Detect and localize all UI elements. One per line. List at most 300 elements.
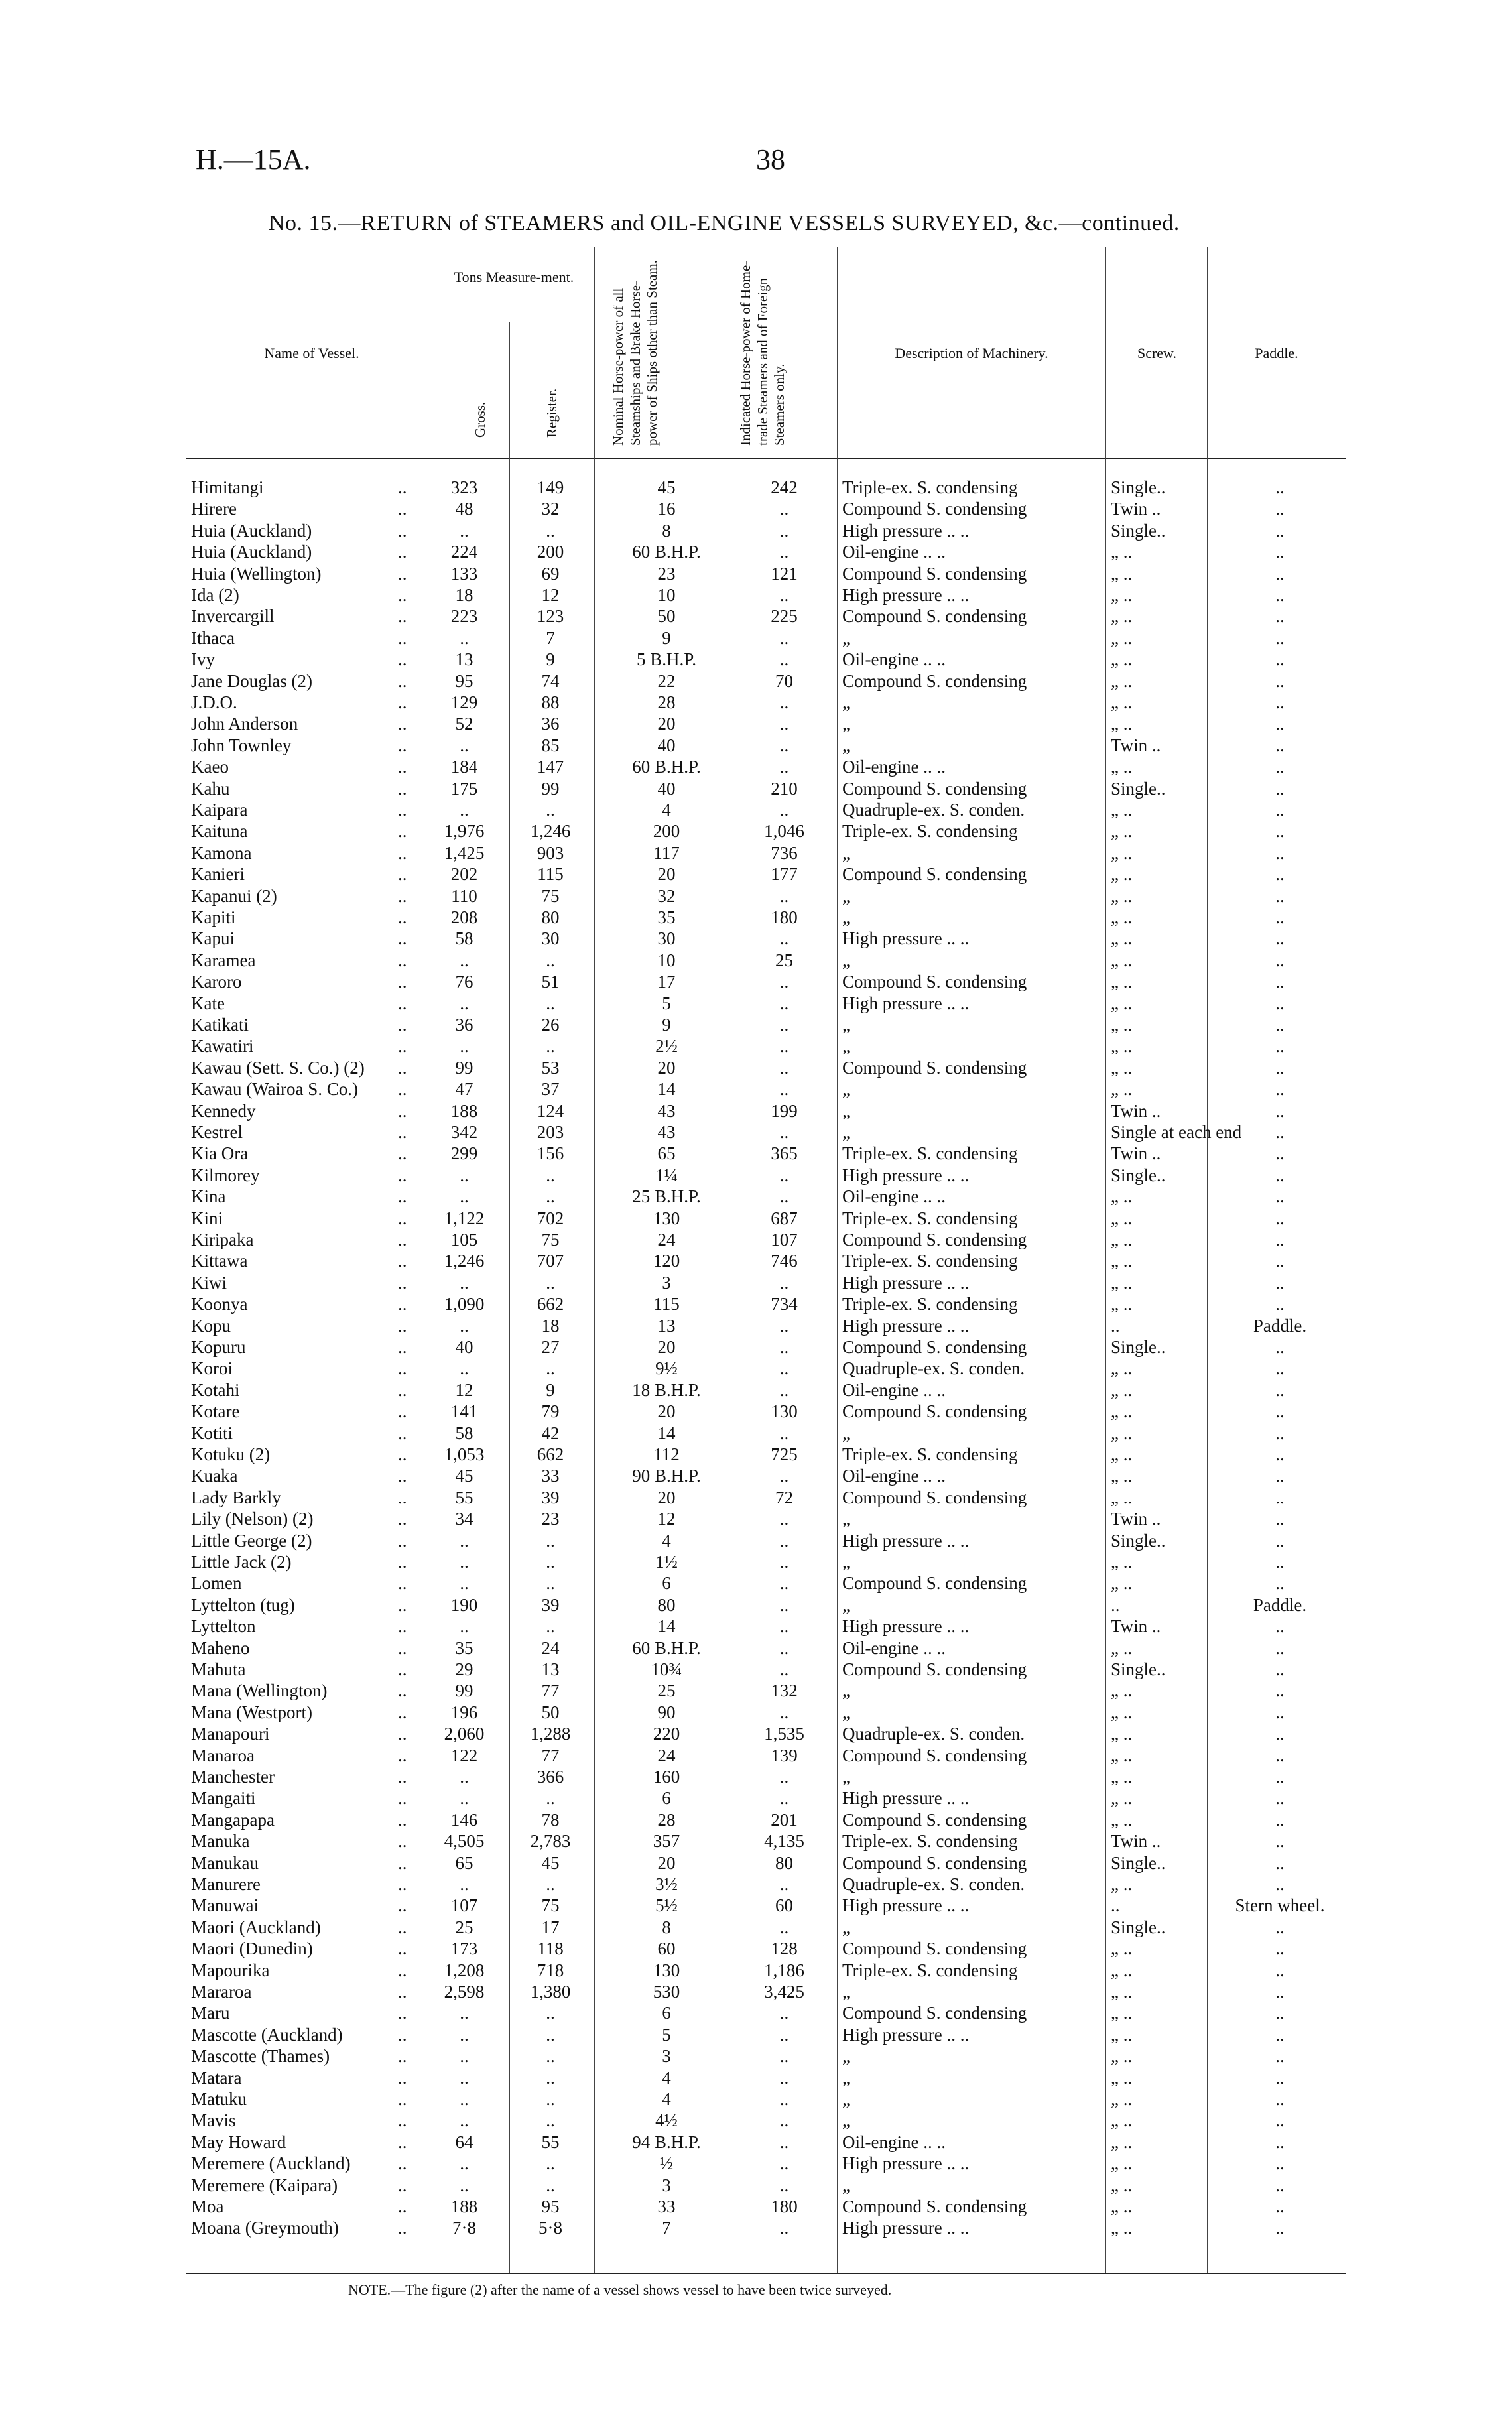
gross-tons: .. bbox=[460, 2089, 469, 2109]
nominal-horsepower: 60 B.H.P. bbox=[632, 542, 701, 562]
machinery-description: Compound S. condensing bbox=[842, 1487, 1027, 1507]
paddle-type: .. bbox=[1275, 1487, 1285, 1507]
register-tons: 95 bbox=[541, 2197, 560, 2216]
col-header-name: Name of Vessel. bbox=[264, 345, 359, 361]
indicated-horsepower: .. bbox=[779, 2153, 789, 2174]
table-row bbox=[0, 1273, 1512, 1294]
machinery-description: „ bbox=[842, 1100, 850, 1121]
nominal-horsepower: 20 bbox=[657, 1487, 676, 1507]
screw-type: „ .. bbox=[1111, 1079, 1133, 1100]
machinery-description: „ bbox=[842, 842, 850, 863]
col-header-indicated: Indicated Horse-power of Home-trade Steamers and of Foreign Steamers only. bbox=[737, 260, 788, 446]
register-tons: 33 bbox=[541, 1466, 560, 1486]
paddle-type: .. bbox=[1275, 950, 1285, 970]
nominal-horsepower: 40 bbox=[657, 735, 676, 755]
machinery-description: „ bbox=[842, 1982, 850, 2002]
screw-type: „ .. bbox=[1111, 1036, 1133, 1056]
table-row bbox=[0, 886, 1512, 907]
vessel-name: Karoro bbox=[191, 972, 242, 992]
leader-dots: .. bbox=[398, 1315, 407, 1336]
paddle-type: .. bbox=[1275, 1702, 1285, 1722]
leader-dots: .. bbox=[398, 1122, 407, 1142]
machinery-description: „ bbox=[842, 2046, 850, 2067]
vessel-name: Koonya bbox=[191, 1294, 248, 1314]
screw-type: „ .. bbox=[1111, 1401, 1133, 1422]
nominal-horsepower: 23 bbox=[657, 563, 676, 584]
nominal-horsepower: 90 bbox=[657, 1702, 676, 1722]
indicated-horsepower: 210 bbox=[771, 778, 798, 799]
machinery-description: Compound S. condensing bbox=[842, 1573, 1027, 1594]
paddle-type: .. bbox=[1275, 885, 1285, 906]
register-tons: 13 bbox=[541, 1659, 560, 1679]
gross-tons: 133 bbox=[450, 563, 478, 584]
gross-tons: 342 bbox=[450, 1122, 478, 1142]
screw-type: Single.. bbox=[1111, 1337, 1166, 1357]
screw-type: „ .. bbox=[1111, 1724, 1133, 1744]
screw-type: „ .. bbox=[1111, 1939, 1133, 1959]
machinery-description: „ bbox=[842, 714, 850, 734]
paddle-type: .. bbox=[1275, 778, 1285, 799]
screw-type: „ .. bbox=[1111, 1874, 1133, 1894]
paddle-type: .. bbox=[1275, 821, 1285, 842]
nominal-horsepower: 357 bbox=[653, 1831, 680, 1852]
nominal-horsepower: 7 bbox=[662, 2218, 671, 2238]
machinery-description: Compound S. condensing bbox=[842, 1852, 1027, 1873]
screw-type: „ .. bbox=[1111, 2153, 1133, 2174]
gross-tons: 208 bbox=[450, 907, 478, 927]
gross-tons: 25 bbox=[455, 1917, 473, 1937]
gross-tons: .. bbox=[460, 2003, 469, 2023]
nominal-horsepower: 5 B.H.P. bbox=[636, 649, 697, 670]
nominal-horsepower: 220 bbox=[653, 1724, 680, 1744]
machinery-description: „ bbox=[842, 2175, 850, 2195]
table-row bbox=[0, 1251, 1512, 1272]
paddle-type: .. bbox=[1275, 692, 1285, 712]
table-row bbox=[0, 821, 1512, 842]
table-row bbox=[0, 800, 1512, 821]
indicated-horsepower: 3,425 bbox=[764, 1982, 804, 2002]
nominal-horsepower: 20 bbox=[657, 714, 676, 734]
indicated-horsepower: .. bbox=[779, 757, 789, 777]
register-tons: 45 bbox=[541, 1852, 560, 1873]
screw-type: „ .. bbox=[1111, 907, 1133, 927]
indicated-horsepower: .. bbox=[779, 1015, 789, 1035]
table-row bbox=[0, 1595, 1512, 1616]
indicated-horsepower: 4,135 bbox=[764, 1831, 804, 1852]
leader-dots: .. bbox=[398, 1874, 407, 1894]
register-tons: .. bbox=[546, 2175, 555, 2195]
indicated-horsepower: .. bbox=[779, 649, 789, 670]
vessel-name: Ida (2) bbox=[191, 585, 239, 605]
indicated-horsepower: .. bbox=[779, 1122, 789, 1142]
vessel-name: Kawau (Wairoa S. Co.) bbox=[191, 1079, 359, 1100]
nominal-horsepower: 9 bbox=[662, 1015, 671, 1035]
indicated-horsepower: 70 bbox=[775, 671, 793, 691]
leader-dots: .. bbox=[398, 864, 407, 885]
vessel-name: Mana (Wellington) bbox=[191, 1681, 328, 1701]
machinery-description: High pressure .. .. bbox=[842, 1616, 970, 1637]
machinery-description: Compound S. condensing bbox=[842, 2197, 1027, 2216]
leader-dots: .. bbox=[398, 2003, 407, 2023]
vessel-name: Matuku bbox=[191, 2089, 247, 2109]
paddle-type: .. bbox=[1275, 1100, 1285, 1121]
nominal-horsepower: 3 bbox=[662, 2175, 671, 2195]
paddle-type: .. bbox=[1275, 671, 1285, 691]
machinery-description: Oil-engine .. .. bbox=[842, 1379, 946, 1400]
leader-dots: .. bbox=[398, 1079, 407, 1100]
table-row bbox=[0, 972, 1512, 993]
screw-type: „ .. bbox=[1111, 2089, 1133, 2109]
gross-tons: .. bbox=[460, 1186, 469, 1207]
leader-dots: .. bbox=[398, 2153, 407, 2174]
gross-tons: .. bbox=[460, 1616, 469, 1637]
nominal-horsepower: 65 bbox=[657, 1143, 676, 1164]
table-row bbox=[0, 1401, 1512, 1423]
table-row bbox=[0, 1681, 1512, 1702]
indicated-horsepower: .. bbox=[779, 928, 789, 949]
nominal-horsepower: 43 bbox=[657, 1100, 676, 1121]
machinery-description: Triple-ex. S. condensing bbox=[842, 1208, 1018, 1228]
table-row bbox=[0, 1982, 1512, 2003]
paddle-type: .. bbox=[1275, 2089, 1285, 2109]
paddle-type: .. bbox=[1275, 2067, 1285, 2088]
vessel-name: Kapanui (2) bbox=[191, 885, 277, 906]
indicated-horsepower: 201 bbox=[771, 1809, 798, 1830]
vessel-name: Meremere (Kaipara) bbox=[191, 2175, 338, 2195]
nominal-horsepower: 43 bbox=[657, 1122, 676, 1142]
nominal-horsepower: 130 bbox=[653, 1960, 680, 1980]
indicated-horsepower: 1,535 bbox=[764, 1724, 804, 1744]
screw-type: „ .. bbox=[1111, 1444, 1133, 1464]
nominal-horsepower: 24 bbox=[657, 1745, 676, 1765]
vessel-name: Kotiti bbox=[191, 1423, 233, 1443]
paddle-type: .. bbox=[1275, 563, 1285, 584]
indicated-horsepower: .. bbox=[779, 692, 789, 712]
vessel-name: Kawau (Sett. S. Co.) (2) bbox=[191, 1057, 365, 1078]
screw-type: „ .. bbox=[1111, 1637, 1133, 1658]
paddle-type: .. bbox=[1275, 478, 1285, 497]
register-tons: .. bbox=[546, 1165, 555, 1185]
register-tons: 99 bbox=[541, 778, 560, 799]
vessel-name: Ithaca bbox=[191, 627, 235, 648]
machinery-description: Quadruple-ex. S. conden. bbox=[842, 1874, 1025, 1894]
table-row bbox=[0, 1143, 1512, 1165]
screw-type: „ .. bbox=[1111, 1702, 1133, 1722]
leader-dots: .. bbox=[398, 1831, 407, 1852]
leader-dots: .. bbox=[398, 950, 407, 970]
register-tons: 7 bbox=[546, 627, 555, 648]
machinery-description: High pressure .. .. bbox=[842, 2153, 970, 2174]
paddle-type: .. bbox=[1275, 2046, 1285, 2067]
table-row bbox=[0, 2175, 1512, 2197]
vessel-name: Moana (Greymouth) bbox=[191, 2218, 339, 2238]
indicated-horsepower: 177 bbox=[771, 864, 798, 885]
nominal-horsepower: 115 bbox=[653, 1294, 680, 1314]
paddle-type: .. bbox=[1275, 1917, 1285, 1937]
table-row bbox=[0, 1316, 1512, 1337]
table-row bbox=[0, 1208, 1512, 1230]
register-tons: .. bbox=[546, 2067, 555, 2088]
paddle-type: .. bbox=[1275, 2024, 1285, 2045]
machinery-description: „ bbox=[842, 2089, 850, 2109]
vessel-name: Kate bbox=[191, 993, 225, 1013]
indicated-horsepower: .. bbox=[779, 1337, 789, 1357]
machinery-description: Quadruple-ex. S. conden. bbox=[842, 1358, 1025, 1379]
machinery-description: Compound S. condensing bbox=[842, 972, 1027, 992]
paddle-type: .. bbox=[1275, 1681, 1285, 1701]
nominal-horsepower: 20 bbox=[657, 1057, 676, 1078]
paddle-type: .. bbox=[1275, 2218, 1285, 2238]
leader-dots: .. bbox=[398, 692, 407, 712]
paddle-type: .. bbox=[1275, 1122, 1285, 1142]
nominal-horsepower: 14 bbox=[657, 1079, 676, 1100]
indicated-horsepower: 180 bbox=[771, 907, 798, 927]
screw-type: „ .. bbox=[1111, 542, 1133, 562]
nominal-horsepower: 3 bbox=[662, 1272, 671, 1293]
nominal-horsepower: 112 bbox=[653, 1444, 680, 1464]
paddle-type: .. bbox=[1275, 1874, 1285, 1894]
machinery-description: „ bbox=[842, 1702, 850, 1722]
table-row bbox=[0, 735, 1512, 757]
machinery-description: „ bbox=[842, 2067, 850, 2088]
vessel-name: Kestrel bbox=[191, 1122, 243, 1142]
register-tons: .. bbox=[546, 1358, 555, 1379]
gross-tons: .. bbox=[460, 2046, 469, 2067]
nominal-horsepower: 13 bbox=[657, 1315, 676, 1336]
machinery-description: Compound S. condensing bbox=[842, 1057, 1027, 1078]
register-tons: 78 bbox=[541, 1809, 560, 1830]
indicated-horsepower: 180 bbox=[771, 2197, 798, 2216]
paddle-type: .. bbox=[1275, 1659, 1285, 1679]
screw-type: Twin .. bbox=[1111, 499, 1161, 519]
table-row bbox=[0, 1423, 1512, 1444]
paddle-type: .. bbox=[1275, 1466, 1285, 1486]
vessel-name: Kopu bbox=[191, 1315, 231, 1336]
screw-type: „ .. bbox=[1111, 671, 1133, 691]
nominal-horsepower: 60 bbox=[657, 1939, 676, 1959]
machinery-description: „ bbox=[842, 1552, 850, 1572]
screw-type: „ .. bbox=[1111, 2110, 1133, 2131]
screw-type: „ .. bbox=[1111, 606, 1133, 627]
gross-tons: 188 bbox=[450, 1100, 478, 1121]
gross-tons: 99 bbox=[455, 1681, 473, 1701]
leader-dots: .. bbox=[398, 1724, 407, 1744]
leader-dots: .. bbox=[398, 800, 407, 820]
paddle-type: .. bbox=[1275, 1724, 1285, 1744]
indicated-horsepower: .. bbox=[779, 1616, 789, 1637]
vessel-name: Mapourika bbox=[191, 1960, 270, 1980]
screw-type: „ .. bbox=[1111, 1057, 1133, 1078]
leader-dots: .. bbox=[398, 1939, 407, 1959]
machinery-description: Oil-engine .. .. bbox=[842, 1466, 946, 1486]
screw-type: „ .. bbox=[1111, 649, 1133, 670]
leader-dots: .. bbox=[398, 1358, 407, 1379]
screw-type: „ .. bbox=[1111, 1230, 1133, 1249]
leader-dots: .. bbox=[398, 1143, 407, 1164]
vessel-name: Kaeo bbox=[191, 757, 229, 777]
gross-tons: .. bbox=[460, 1036, 469, 1056]
screw-type: „ .. bbox=[1111, 1294, 1133, 1314]
table-row bbox=[0, 1122, 1512, 1143]
machinery-description: Oil-engine .. .. bbox=[842, 1637, 946, 1658]
leader-dots: .. bbox=[398, 928, 407, 949]
indicated-horsepower: .. bbox=[779, 1552, 789, 1572]
machinery-description: Triple-ex. S. condensing bbox=[842, 1251, 1018, 1271]
vessel-name: Moa bbox=[191, 2197, 224, 2216]
vessel-name: Huia (Auckland) bbox=[191, 520, 312, 541]
indicated-horsepower: .. bbox=[779, 1466, 789, 1486]
indicated-horsepower: .. bbox=[779, 2218, 789, 2238]
leader-dots: .. bbox=[398, 735, 407, 755]
indicated-horsepower: .. bbox=[779, 2067, 789, 2088]
table-row bbox=[0, 1702, 1512, 1724]
paddle-type: .. bbox=[1275, 542, 1285, 562]
gross-tons: 35 bbox=[455, 1637, 473, 1658]
gross-tons: .. bbox=[460, 1530, 469, 1551]
table-row bbox=[0, 1466, 1512, 1487]
vessel-name: Koroi bbox=[191, 1358, 233, 1379]
machinery-description: Oil-engine .. .. bbox=[842, 2132, 946, 2152]
vessel-name: Kiwi bbox=[191, 1272, 227, 1293]
machinery-description: „ bbox=[842, 950, 850, 970]
table-row bbox=[0, 1488, 1512, 1509]
paddle-type: .. bbox=[1275, 1960, 1285, 1980]
gross-tons: 76 bbox=[455, 972, 473, 992]
indicated-horsepower: .. bbox=[779, 1423, 789, 1443]
screw-type: „ .. bbox=[1111, 585, 1133, 605]
machinery-description: Triple-ex. S. condensing bbox=[842, 478, 1018, 497]
indicated-horsepower: .. bbox=[779, 993, 789, 1013]
machinery-description: Compound S. condensing bbox=[842, 1337, 1027, 1357]
screw-type: Single.. bbox=[1111, 478, 1166, 497]
table-row bbox=[0, 1810, 1512, 1831]
register-tons: 37 bbox=[541, 1079, 560, 1100]
vessel-name: Hirere bbox=[191, 499, 237, 519]
screw-type: „ .. bbox=[1111, 2175, 1133, 2195]
vessel-name: Maori (Dunedin) bbox=[191, 1939, 313, 1959]
leader-dots: .. bbox=[398, 1015, 407, 1035]
table-row bbox=[0, 1552, 1512, 1573]
table-row bbox=[0, 928, 1512, 950]
leader-dots: .. bbox=[398, 627, 407, 648]
register-tons: 203 bbox=[536, 1122, 564, 1142]
machinery-description: High pressure .. .. bbox=[842, 520, 970, 541]
indicated-horsepower: .. bbox=[779, 542, 789, 562]
vessel-name: Little George (2) bbox=[191, 1530, 312, 1551]
table-row bbox=[0, 1853, 1512, 1874]
gross-tons: 1,246 bbox=[444, 1251, 485, 1271]
nominal-horsepower: 20 bbox=[657, 864, 676, 885]
indicated-horsepower: 121 bbox=[771, 563, 798, 584]
gross-tons: 105 bbox=[450, 1230, 478, 1249]
leader-dots: .. bbox=[398, 1767, 407, 1787]
paddle-type: .. bbox=[1275, 1208, 1285, 1228]
gross-tons: 1,425 bbox=[444, 842, 485, 863]
vessel-name: Kopuru bbox=[191, 1337, 246, 1357]
paddle-type: .. bbox=[1275, 1379, 1285, 1400]
table-row bbox=[0, 2025, 1512, 2046]
machinery-description: Triple-ex. S. condensing bbox=[842, 1143, 1018, 1164]
leader-dots: .. bbox=[398, 1530, 407, 1551]
screw-type: „ .. bbox=[1111, 1186, 1133, 1207]
gross-tons: 58 bbox=[455, 1423, 473, 1443]
indicated-horsepower: .. bbox=[779, 1594, 789, 1615]
leader-dots: .. bbox=[398, 1401, 407, 1422]
machinery-description: Oil-engine .. .. bbox=[842, 542, 946, 562]
paddle-type: .. bbox=[1275, 757, 1285, 777]
paddle-type: .. bbox=[1275, 1809, 1285, 1830]
indicated-horsepower: 199 bbox=[771, 1100, 798, 1121]
paddle-type: .. bbox=[1275, 1337, 1285, 1357]
machinery-description: Quadruple-ex. S. conden. bbox=[842, 1724, 1025, 1744]
paddle-type: .. bbox=[1275, 585, 1285, 605]
register-tons: 36 bbox=[541, 714, 560, 734]
nominal-horsepower: 14 bbox=[657, 1423, 676, 1443]
screw-type: „ .. bbox=[1111, 1251, 1133, 1271]
screw-type: „ .. bbox=[1111, 972, 1133, 992]
register-tons: .. bbox=[546, 1186, 555, 1207]
vessel-name: Kiripaka bbox=[191, 1230, 254, 1249]
machinery-description: Compound S. condensing bbox=[842, 864, 1027, 885]
machinery-description: „ bbox=[842, 1036, 850, 1056]
gross-tons: 48 bbox=[455, 499, 473, 519]
leader-dots: .. bbox=[398, 1960, 407, 1980]
machinery-description: „ bbox=[842, 1767, 850, 1787]
paddle-type: .. bbox=[1275, 1294, 1285, 1314]
nominal-horsepower: 60 B.H.P. bbox=[632, 1637, 701, 1658]
table-row bbox=[0, 1509, 1512, 1530]
screw-type: „ .. bbox=[1111, 993, 1133, 1013]
gross-tons: 184 bbox=[450, 757, 478, 777]
screw-type: „ .. bbox=[1111, 1487, 1133, 1507]
table-row bbox=[0, 1939, 1512, 1960]
nominal-horsepower: 130 bbox=[653, 1208, 680, 1228]
indicated-horsepower: .. bbox=[779, 1702, 789, 1722]
table-row bbox=[0, 714, 1512, 735]
table-row bbox=[0, 649, 1512, 671]
leader-dots: .. bbox=[398, 1057, 407, 1078]
vessel-name: Mascotte (Thames) bbox=[191, 2046, 330, 2067]
table-row bbox=[0, 1165, 1512, 1186]
gross-tons: 202 bbox=[450, 864, 478, 885]
gross-tons: 188 bbox=[450, 2197, 478, 2216]
register-tons: 124 bbox=[536, 1100, 564, 1121]
gross-tons: 196 bbox=[450, 1702, 478, 1722]
nominal-horsepower: 200 bbox=[653, 821, 680, 842]
machinery-description: Compound S. condensing bbox=[842, 2003, 1027, 2023]
table-row bbox=[0, 1659, 1512, 1681]
paddle-type: .. bbox=[1275, 2003, 1285, 2023]
indicated-horsepower: .. bbox=[779, 1917, 789, 1937]
gross-tons: .. bbox=[460, 627, 469, 648]
gross-tons: .. bbox=[460, 2067, 469, 2088]
table-row bbox=[0, 585, 1512, 606]
indicated-horsepower: .. bbox=[779, 1573, 789, 1594]
leader-dots: .. bbox=[398, 1100, 407, 1121]
vessel-name: Kotare bbox=[191, 1401, 240, 1422]
table-row bbox=[0, 1767, 1512, 1788]
paddle-type: .. bbox=[1275, 1939, 1285, 1959]
indicated-horsepower: .. bbox=[779, 1079, 789, 1100]
vessel-name: Kuaka bbox=[191, 1466, 238, 1486]
register-tons: .. bbox=[546, 1036, 555, 1056]
gross-tons: 47 bbox=[455, 1079, 473, 1100]
paddle-type: .. bbox=[1275, 2132, 1285, 2152]
register-tons: .. bbox=[546, 2046, 555, 2067]
nominal-horsepower: 120 bbox=[653, 1251, 680, 1271]
indicated-horsepower: 25 bbox=[775, 950, 793, 970]
leader-dots: .. bbox=[398, 478, 407, 497]
